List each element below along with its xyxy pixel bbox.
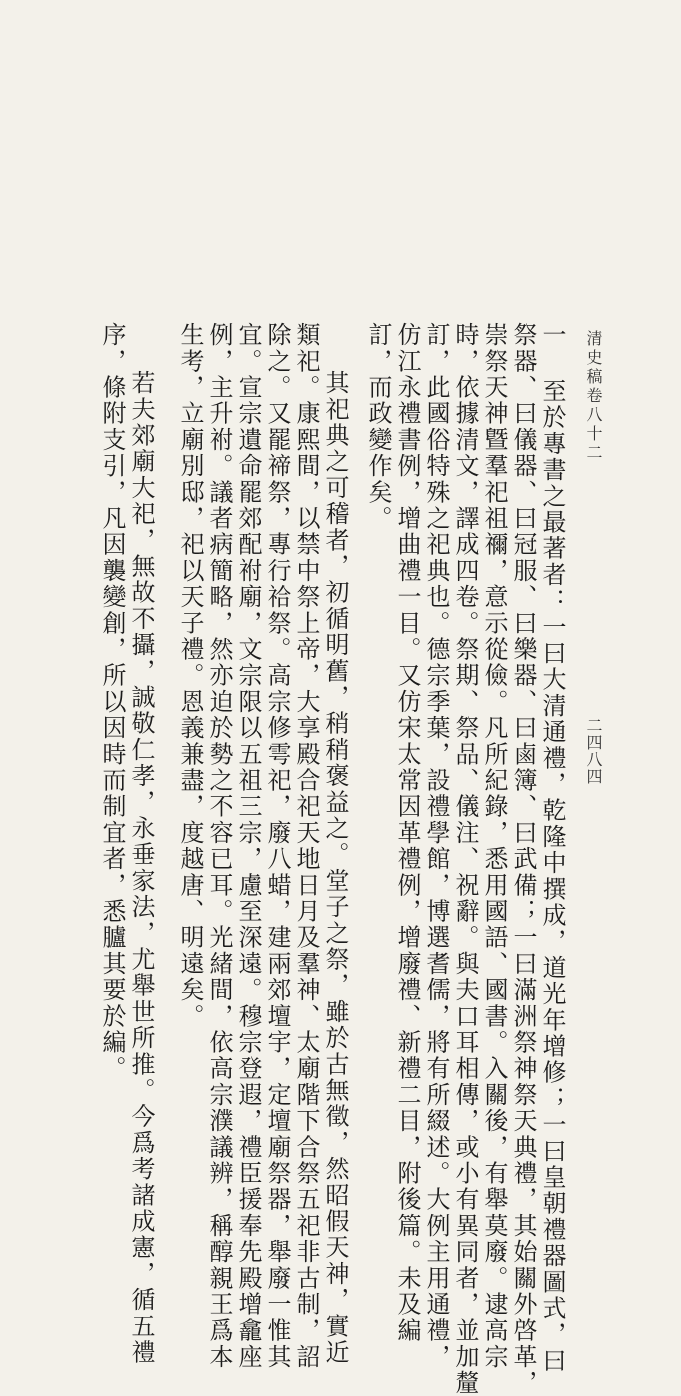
- text-column-15: 序，條附支引，凡因襲變創，所以因時而制宜者，悉臚其要於編。: [98, 322, 126, 1082]
- text-column-11: 宜。宣宗遺命罷郊配祔廟，文宗限以五祖三宗，慮至深遠。穆宗登遐，禮臣援奉先殿增龕座: [234, 322, 262, 1370]
- text-column-1: 一 至於專書之最著者：一曰大清通禮，乾隆中撰成，道光年增修；一曰皇朝禮器圖式，曰: [538, 322, 566, 1374]
- text-column-5: 訂，此國俗特殊之祀典也。德宗季葉，設禮學館，博選耆儒，將有所綴述。大例主用通禮，: [422, 322, 450, 1370]
- page-number: 二四八四: [584, 717, 603, 785]
- text-column-2: 祭器、曰儀器、曰冠服、曰樂器、曰鹵簿、曰武備；一曰滿洲祭神祭天典禮，其始關外啓革，: [509, 322, 537, 1396]
- text-column-9: 類祀。康熙間，以禁中祭上帝，大享殿合祀天地日月及羣神、太廟階下合祭五祀非古制，詔: [292, 322, 320, 1370]
- text-column-4: 時，依據清文，譯成四卷。祭期、祭品、儀注、祝辭。與夫口耳相傳，或小有異同者，並加釐: [451, 322, 479, 1396]
- text-column-8: 其祀典之可稽者，初循明舊，稍稍褒益之。堂子之祭，雖於古無徵，然昭假天神，實近: [321, 370, 349, 1366]
- text-column-13: 生考，立廟別邸，祀以天子禮。恩義兼盡，度越唐、明遠矣。: [176, 322, 204, 1030]
- text-column-10: 除之。又罷禘祭，專行祫祭。高宗修雩祀，廢八蜡，建兩郊壇宇，定壇廟祭器，舉廢一惟其: [263, 322, 291, 1370]
- text-column-7: 訂，而政變作矣。: [364, 322, 392, 532]
- text-column-12: 例，主升祔。議者病簡略，然亦迫於勢之不容已耳。光緒間，依高宗濮議辨，稱醇親王爲本: [205, 322, 233, 1370]
- running-header: 清史稿卷八十二: [584, 330, 603, 463]
- text-column-6: 仿江永禮書例，增曲禮一目。又仿宋太常因革禮例，增廢禮、新禮二目，附後篇。未及編: [393, 322, 421, 1344]
- text-column-14: 若夫郊廟大祀，無故不攝，誠敬仁孝，永垂家法，尤舉世所推。今爲考諸成憲，循五禮: [127, 370, 155, 1366]
- text-column-3: 崇祭天神曁羣祀祖禰，意示從儉。凡所紀錄，悉用國語、國書。入關後，有舉莫廢。逮高宗: [480, 322, 508, 1370]
